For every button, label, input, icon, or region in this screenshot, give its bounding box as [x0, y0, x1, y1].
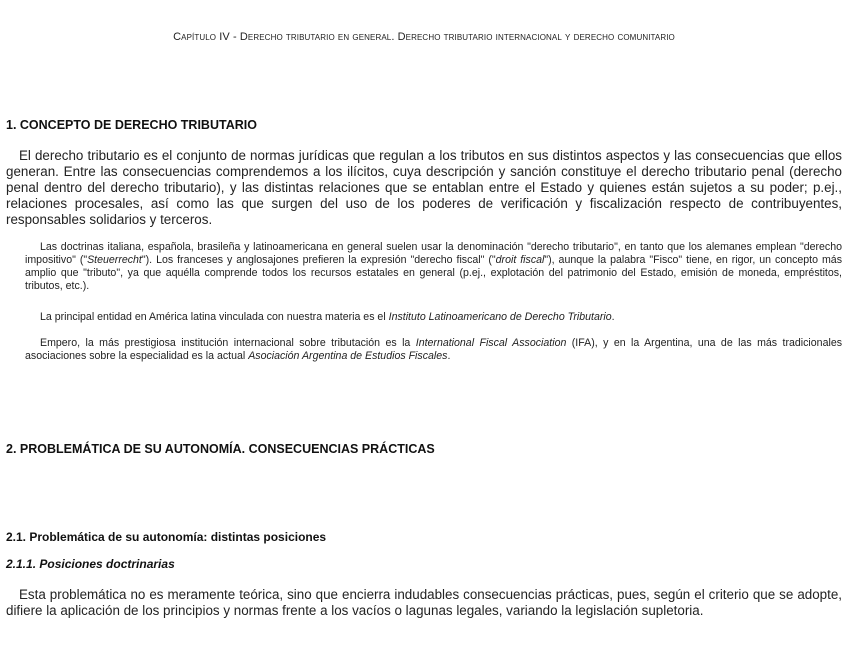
running-header: Capítulo IV - Derecho tributario en general. Derecho tributario internacional y derecho comunitario: [173, 31, 675, 43]
note-text: .: [447, 350, 451, 362]
note-terminology: [25, 241, 842, 293]
note-text: Las doctrinas italiana, española, brasileña y latinoamericana en general suelen usar la denominación "derecho tributario", en tanto que los alemanes emplean "derecho impositivo" (": [25, 241, 842, 266]
note-text: La principal entidad en América latina vinculada con nuestra materia es el: [40, 311, 389, 323]
section-1-paragraph: El derecho tributario es el conjunto de normas jurídicas que regulan a los tributos en sus distintos aspectos y las consecuencias que ellos generan. Entre las consecuencias comprendemos a los ilícitos, cuya descripción y sanción constituye el derecho tributario penal (derecho penal dentro del derecho tributario), y las distintas relaciones que se entablan entre el Estado y quienes están sujetos a su poder; p.ej., relaciones procesales, así como las que surgen del uso de los poderes de verificación y fiscalización respecto de contribuyentes, responsables solidarios y terceros.: [6, 148, 842, 227]
note-text: (IFA), y en la Argentina, una de las más tradicionales asociaciones sobre la especialidad es la actual: [25, 337, 843, 362]
section-2-paragraph: Esta problemática no es meramente teórica, sino que encierra indudables consecuencias prácticas, pues, según el criterio que se adopte, difiere la aplicación de los principios y normas frente a los vacíos o lagunas legales, variando la legislación supletoria.: [6, 587, 842, 618]
note-associations: [25, 337, 842, 363]
note-italic-term: droit fiscal: [495, 254, 545, 266]
note-text: Empero, la más prestigiosa institución internacional sobre tributación es la: [40, 337, 416, 349]
subsection-2-1-1-heading: 2.1.1. Posiciones doctrinarias: [6, 557, 175, 571]
note-italic-term: Instituto Latinoamericano de Derecho Tributario: [388, 311, 612, 323]
note-text: "). Los franceses y anglosajones prefieren la expresión "derecho fiscal" (": [141, 254, 496, 266]
section-1-heading: 1. CONCEPTO DE DERECHO TRIBUTARIO: [6, 118, 257, 132]
note-text: "), aunque la palabra "Fisco" tiene, en rigor, un concepto más amplio que "tributo", ya que aquélla comprende todos los recursos estatales en general (p.ej., explotación del patrimonio del Estado, emisión de moneda, empréstitos, tributos, etc.).: [25, 254, 842, 292]
subsection-2-1-heading: 2.1. Problemática de su autonomía: distintas posiciones: [6, 530, 327, 544]
note-institute: [25, 311, 842, 324]
note-italic-term: Asociación Argentina de Estudios Fiscales: [248, 350, 448, 362]
note-italic-term: International Fiscal Association: [415, 337, 567, 349]
section-2-heading: 2. PROBLEMÁTICA DE SU AUTONOMÍA. CONSECUENCIAS PRÁCTICAS: [6, 442, 435, 456]
note-italic-term: Steuerrecht: [87, 254, 142, 266]
note-text: .: [611, 311, 615, 323]
